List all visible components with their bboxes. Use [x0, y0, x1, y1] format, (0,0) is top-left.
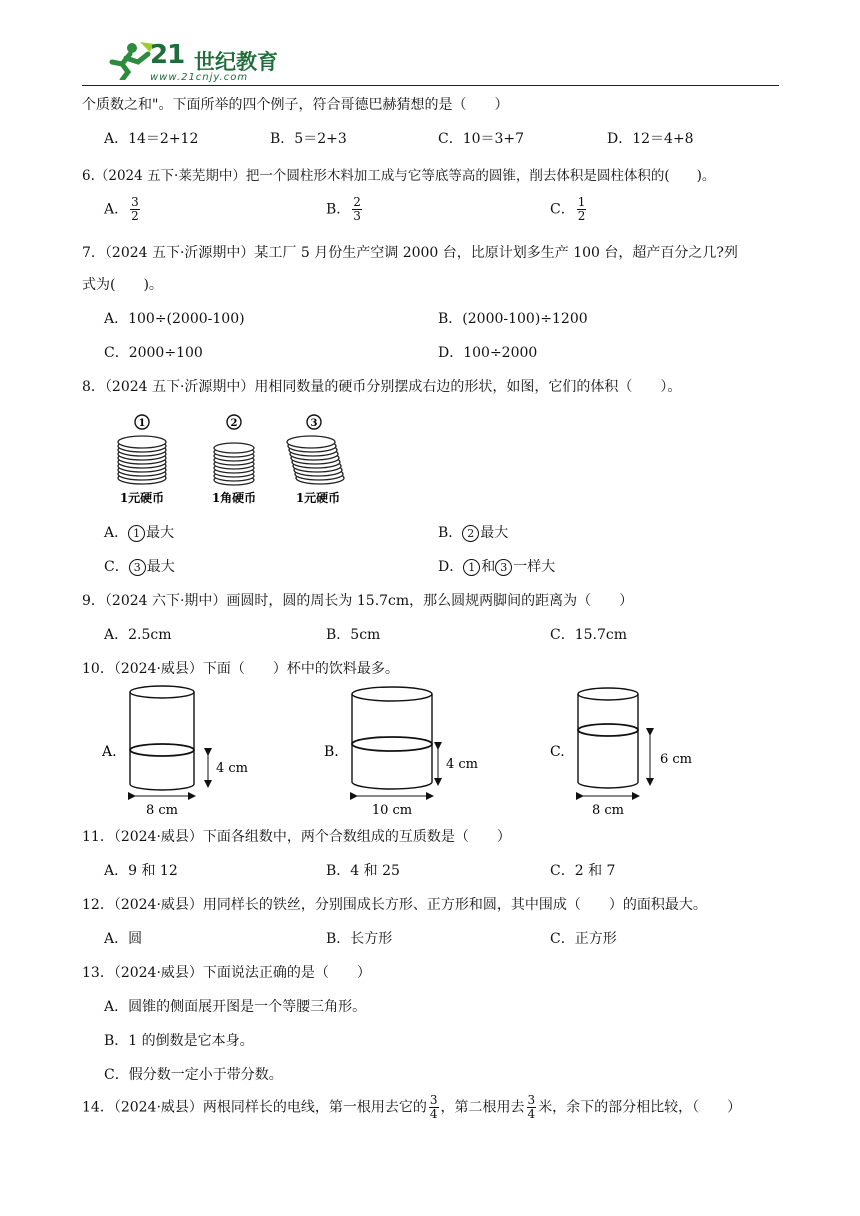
q7-option-c[interactable]: C．2000÷100: [104, 345, 203, 361]
cup-a-height: 4 cm: [216, 761, 249, 776]
logo-brand-name: 世纪教育: [194, 50, 278, 74]
cup-a: [130, 686, 194, 790]
q11-option-a[interactable]: A．9 和 12: [104, 863, 178, 879]
option-label: B．: [438, 525, 463, 541]
cup-b-label: B.: [324, 744, 339, 760]
q12-stem: 12．（2024·威县）用同样长的铁丝，分别围成长方形、正方形和圆，其中围成（ ）的面积最大。: [82, 897, 707, 913]
q8-option-c[interactable]: [104, 556, 175, 576]
stack-2-caption: 1角硬币: [211, 491, 257, 505]
q5-option-d[interactable]: D．12＝4+8: [607, 131, 694, 147]
q12-option-b[interactable]: B．长方形: [326, 931, 393, 947]
stack-3-label: [307, 415, 321, 429]
q7-option-b[interactable]: B．(2000-100)÷1200: [438, 311, 588, 327]
option-label: C．: [104, 559, 129, 575]
q7-stem-line2: 式为( )。: [82, 277, 163, 293]
q9-option-b[interactable]: B．5cm: [326, 627, 381, 643]
q5-stem: 个质数之和"。下面所举的四个例子，符合哥德巴赫猜想的是（ ）: [82, 97, 509, 113]
cup-b: [352, 687, 432, 789]
circled-number: 1: [463, 559, 480, 576]
q6-option-b-label: B．: [326, 201, 351, 218]
cup-c-height: 6 cm: [660, 752, 693, 767]
q13-option-c[interactable]: C．假分数一定小于带分数。: [104, 1067, 283, 1083]
cup-c-label: C.: [550, 744, 565, 760]
option-text: 最大: [146, 525, 175, 541]
q12-option-a[interactable]: A．圆: [104, 931, 143, 947]
fraction: $\frac{1}{2}$: [577, 195, 586, 223]
stack-2-label: [227, 415, 241, 429]
fraction: $\frac{3}{4}$: [429, 1093, 438, 1121]
q11-stem: 11．（2024·威县）下面各组数中，两个合数组成的互质数是（ ）: [82, 829, 511, 845]
q7-option-d[interactable]: D．100÷2000: [438, 345, 538, 361]
cup-a-width: 8 cm: [145, 803, 179, 818]
page-header: [0, 0, 860, 90]
svg-text:2: 2: [230, 418, 238, 429]
q6-option-b[interactable]: [326, 196, 364, 223]
q9-option-a[interactable]: A．2.5cm: [104, 627, 172, 643]
option-text: 和: [481, 559, 496, 575]
cups-figure: [96, 684, 736, 820]
option-label: A．: [104, 525, 129, 541]
cup-c: [578, 688, 638, 788]
circled-number: 1: [128, 525, 145, 542]
q13-option-a[interactable]: A．圆锥的侧面展开图是一个等腰三角形。: [104, 999, 367, 1015]
q8-option-b[interactable]: [438, 522, 508, 542]
q8-option-a[interactable]: [104, 522, 174, 542]
stack-3-caption: 1元硬币: [295, 491, 341, 505]
q12-option-c[interactable]: C．正方形: [550, 931, 617, 947]
q6-option-a[interactable]: [104, 196, 142, 223]
option-label: D．: [438, 559, 464, 575]
fraction: $\frac{3}{2}$: [131, 195, 139, 223]
q7-stem-line1: 7．（2024 五下·沂源期中）某工厂 5 月份生产空调 2000 台，比原计划多生产 100 台，超产百分之几?列: [82, 245, 738, 261]
q6-stem: 6.（2024 五下·莱芜期中）把一个圆柱形木料加工成与它等底等高的圆锥，削去体积是圆柱体积的( )。: [82, 168, 716, 184]
q14-text-1: 14．（2024·威县）两根同样长的电线，第一根用去它的: [82, 1099, 427, 1116]
q11-option-c[interactable]: C．2 和 7: [550, 863, 616, 879]
q5-option-b[interactable]: B．5＝2+3: [270, 131, 347, 147]
svg-text:3: 3: [310, 418, 318, 429]
q9-option-c[interactable]: C．15.7cm: [550, 627, 627, 643]
q5-option-a[interactable]: A．14＝2+12: [104, 131, 199, 147]
logo-brand-number: 21: [150, 40, 185, 70]
q9-stem: 9．（2024 六下·期中）画圆时，圆的周长为 15.7cm，那么圆规两脚间的距离为（ ）: [82, 593, 634, 609]
q14-text-3: 米，余下的部分相比较，（ ）: [538, 1099, 742, 1116]
q6-option-c-label: C．: [550, 201, 575, 218]
circled-number: 3: [495, 559, 512, 576]
coin-stack-3: [287, 436, 344, 484]
circled-number: 2: [462, 525, 479, 542]
option-text: 一样大: [513, 559, 556, 575]
q13-option-b[interactable]: B．1 的倒数是它本身。: [104, 1033, 254, 1049]
q10-stem: 10．（2024·威县）下面（ ）杯中的饮料最多。: [82, 661, 399, 677]
q6-option-a-label: A．: [104, 201, 129, 218]
option-text: 最大: [146, 559, 175, 575]
stack-1-caption: 1元硬币: [119, 491, 165, 505]
runner-logo-icon: [100, 40, 156, 80]
fraction: $\frac{3}{4}$: [527, 1093, 536, 1121]
header-rule: [82, 85, 779, 86]
q7-option-a[interactable]: A．100÷(2000-100): [104, 311, 245, 327]
cup-c-width: 8 cm: [591, 803, 625, 818]
q8-option-d[interactable]: [438, 556, 555, 576]
coin-stack-2: [214, 443, 254, 485]
logo-url: www.21cnjy.com: [150, 72, 249, 83]
cup-a-label: A.: [102, 744, 117, 760]
coin-stacks-figure: [104, 410, 364, 510]
svg-text:1: 1: [138, 418, 146, 429]
option-text: 最大: [480, 525, 509, 541]
cup-b-width: 10 cm: [371, 803, 413, 818]
circled-number: 3: [129, 559, 146, 576]
q5-option-c[interactable]: C．10＝3+7: [438, 131, 525, 147]
q14-stem: [82, 1094, 741, 1121]
cup-b-height: 4 cm: [446, 757, 479, 772]
q11-option-b[interactable]: B．4 和 25: [326, 863, 400, 879]
fraction: $\frac{2}{3}$: [353, 195, 361, 223]
q13-stem: 13．（2024·威县）下面说法正确的是（ ）: [82, 965, 371, 981]
coin-stack-1: [118, 436, 166, 484]
q6-option-c[interactable]: [550, 196, 588, 223]
q14-text-2: ，第二根用去: [440, 1099, 525, 1116]
q8-stem: 8．（2024 五下·沂源期中）用相同数量的硬币分别摆成右边的形状，如图，它们的体积（ ）。: [82, 379, 682, 395]
stack-1-label: [135, 415, 149, 429]
